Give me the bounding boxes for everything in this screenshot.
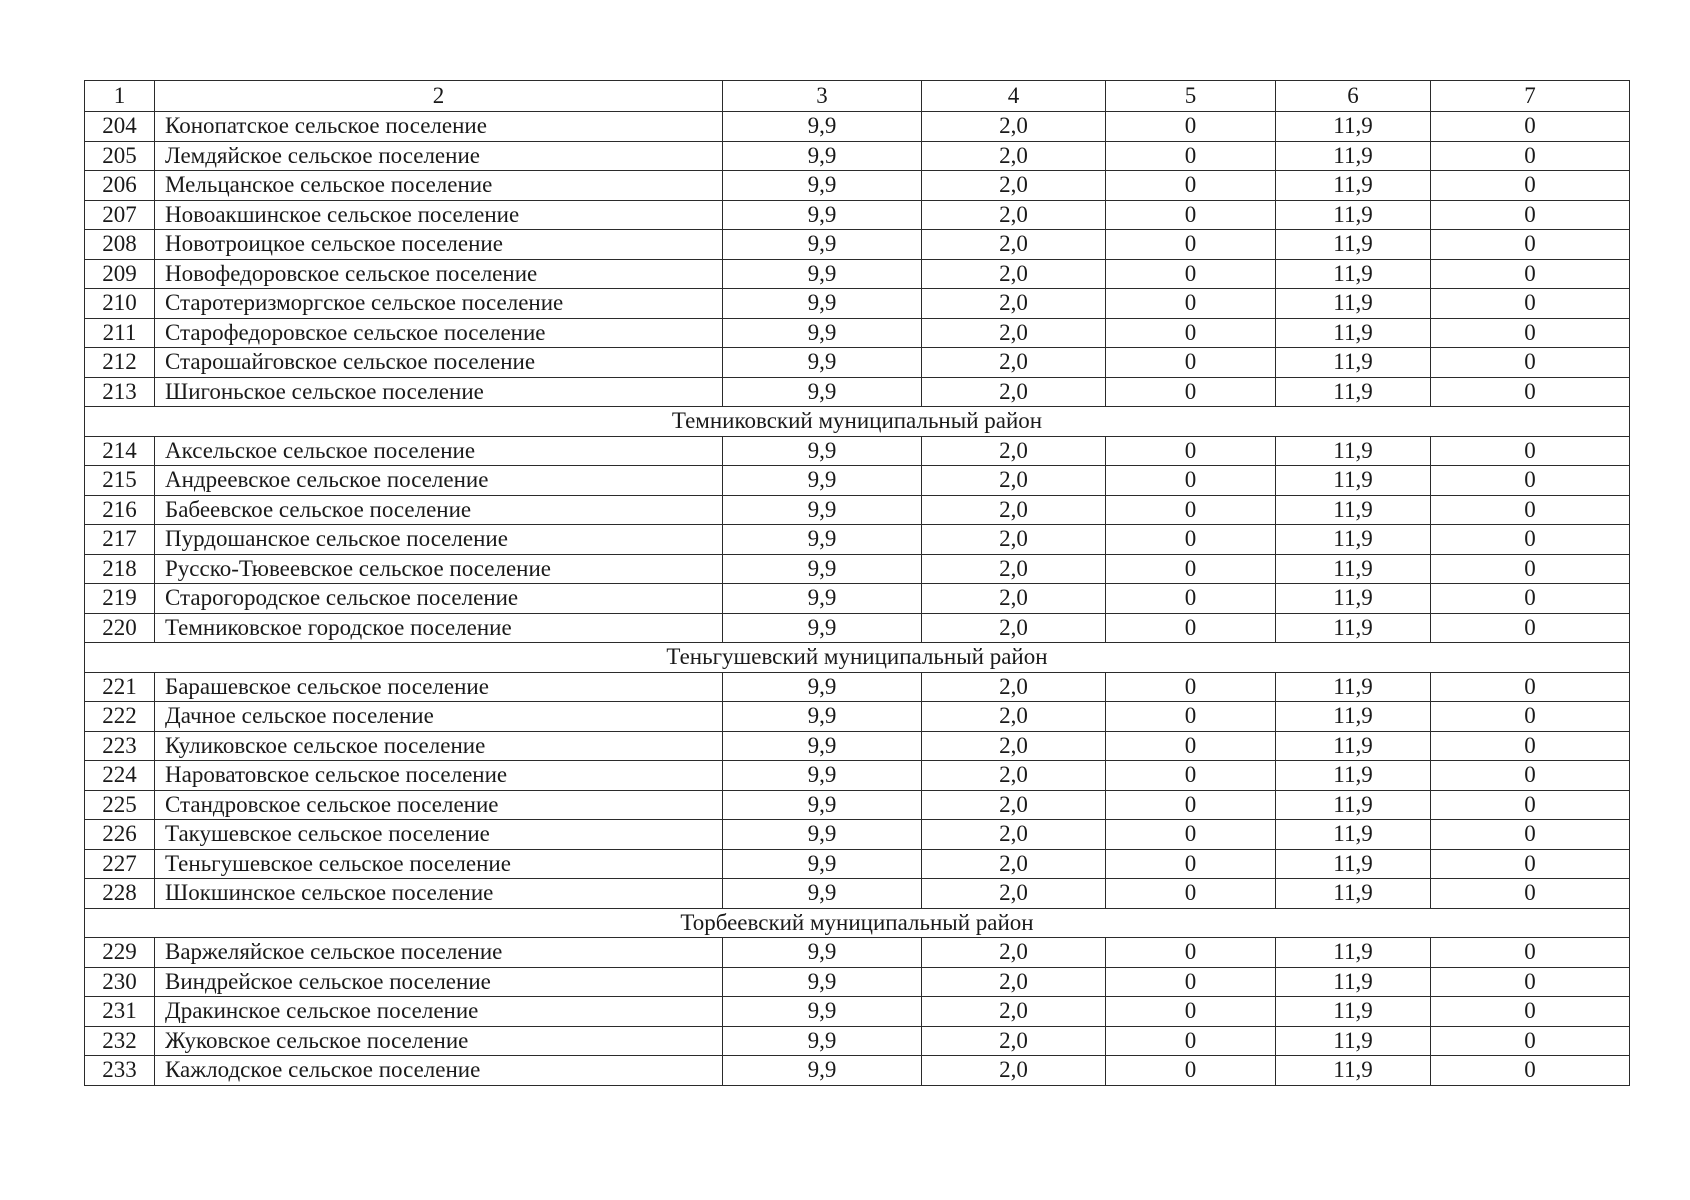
header-row: [85, 81, 1630, 112]
value-col-7: 0: [1431, 495, 1630, 525]
value-col-3: 9,9: [723, 761, 922, 791]
value-col-3: 9,9: [723, 1026, 922, 1056]
value-col-5: 0: [1106, 230, 1276, 260]
value-col-6: 11,9: [1276, 495, 1431, 525]
value-col-7: 0: [1431, 879, 1630, 909]
value-col-7: 0: [1431, 997, 1630, 1027]
value-col-4: 2,0: [922, 1056, 1106, 1086]
value-col-6: 11,9: [1276, 230, 1431, 260]
value-col-4: 2,0: [922, 289, 1106, 319]
value-col-4: 2,0: [922, 230, 1106, 260]
settlement-name: Бабеевское сельское поселение: [155, 495, 723, 525]
row-number: 211: [85, 318, 155, 348]
table-row: [85, 702, 1630, 732]
table-row: [85, 525, 1630, 555]
section-header-row: [85, 908, 1630, 938]
value-col-4: 2,0: [922, 761, 1106, 791]
value-col-5: 0: [1106, 967, 1276, 997]
value-col-3: 9,9: [723, 731, 922, 761]
table-row: [85, 495, 1630, 525]
table-row: [85, 761, 1630, 791]
value-col-3: 9,9: [723, 613, 922, 643]
table-row: [85, 613, 1630, 643]
value-col-6: 11,9: [1276, 1056, 1431, 1086]
value-col-6: 11,9: [1276, 731, 1431, 761]
value-col-6: 11,9: [1276, 938, 1431, 968]
value-col-5: 0: [1106, 731, 1276, 761]
value-col-7: 0: [1431, 289, 1630, 319]
value-col-6: 11,9: [1276, 112, 1431, 142]
value-col-3: 9,9: [723, 1056, 922, 1086]
value-col-4: 2,0: [922, 997, 1106, 1027]
value-col-5: 0: [1106, 672, 1276, 702]
table-row: [85, 938, 1630, 968]
settlement-name: Барашевское сельское поселение: [155, 672, 723, 702]
value-col-3: 9,9: [723, 230, 922, 260]
value-col-7: 0: [1431, 466, 1630, 496]
row-number: 216: [85, 495, 155, 525]
value-col-7: 0: [1431, 230, 1630, 260]
table-row: [85, 731, 1630, 761]
value-col-3: 9,9: [723, 997, 922, 1027]
table-row: [85, 141, 1630, 171]
value-col-3: 9,9: [723, 348, 922, 378]
value-col-7: 0: [1431, 259, 1630, 289]
table-row: [85, 790, 1630, 820]
value-col-4: 2,0: [922, 938, 1106, 968]
value-col-6: 11,9: [1276, 879, 1431, 909]
settlement-name: Старофедоровское сельское поселение: [155, 318, 723, 348]
settlement-name: Варжеляйское сельское поселение: [155, 938, 723, 968]
settlement-name: Нароватовское сельское поселение: [155, 761, 723, 791]
row-number: 209: [85, 259, 155, 289]
value-col-6: 11,9: [1276, 820, 1431, 850]
value-col-3: 9,9: [723, 525, 922, 555]
table-row: [85, 289, 1630, 319]
district-title: Темниковский муниципальный район: [85, 407, 1630, 437]
settlement-name: Новотроицкое сельское поселение: [155, 230, 723, 260]
value-col-5: 0: [1106, 495, 1276, 525]
settlement-name: Старогородское сельское поселение: [155, 584, 723, 614]
header-cell-5: 5: [1106, 81, 1276, 112]
value-col-6: 11,9: [1276, 584, 1431, 614]
value-col-3: 9,9: [723, 554, 922, 584]
row-number: 228: [85, 879, 155, 909]
value-col-7: 0: [1431, 790, 1630, 820]
value-col-6: 11,9: [1276, 171, 1431, 201]
value-col-3: 9,9: [723, 672, 922, 702]
value-col-3: 9,9: [723, 377, 922, 407]
settlement-name: Дракинское сельское поселение: [155, 997, 723, 1027]
settlement-name: Конопатское сельское поселение: [155, 112, 723, 142]
row-number: 214: [85, 436, 155, 466]
row-number: 206: [85, 171, 155, 201]
value-col-3: 9,9: [723, 849, 922, 879]
value-col-3: 9,9: [723, 967, 922, 997]
value-col-7: 0: [1431, 702, 1630, 732]
value-col-5: 0: [1106, 702, 1276, 732]
value-col-6: 11,9: [1276, 466, 1431, 496]
value-col-6: 11,9: [1276, 997, 1431, 1027]
value-col-3: 9,9: [723, 702, 922, 732]
table-row: [85, 997, 1630, 1027]
row-number: 221: [85, 672, 155, 702]
value-col-4: 2,0: [922, 466, 1106, 496]
value-col-6: 11,9: [1276, 318, 1431, 348]
row-number: 227: [85, 849, 155, 879]
value-col-7: 0: [1431, 584, 1630, 614]
value-col-6: 11,9: [1276, 348, 1431, 378]
settlement-name: Старошайговское сельское поселение: [155, 348, 723, 378]
value-col-4: 2,0: [922, 731, 1106, 761]
value-col-6: 11,9: [1276, 967, 1431, 997]
value-col-3: 9,9: [723, 141, 922, 171]
value-col-7: 0: [1431, 1056, 1630, 1086]
value-col-4: 2,0: [922, 554, 1106, 584]
value-col-7: 0: [1431, 672, 1630, 702]
header-cell-3: 3: [723, 81, 922, 112]
value-col-7: 0: [1431, 141, 1630, 171]
value-col-3: 9,9: [723, 820, 922, 850]
value-col-4: 2,0: [922, 584, 1106, 614]
header-cell-4: 4: [922, 81, 1106, 112]
row-number: 205: [85, 141, 155, 171]
value-col-5: 0: [1106, 318, 1276, 348]
value-col-5: 0: [1106, 584, 1276, 614]
table-row: [85, 1026, 1630, 1056]
value-col-7: 0: [1431, 554, 1630, 584]
row-number: 207: [85, 200, 155, 230]
table-row: [85, 348, 1630, 378]
value-col-5: 0: [1106, 613, 1276, 643]
row-number: 222: [85, 702, 155, 732]
value-col-3: 9,9: [723, 938, 922, 968]
value-col-4: 2,0: [922, 1026, 1106, 1056]
settlement-name: Шигоньское сельское поселение: [155, 377, 723, 407]
table-row: [85, 112, 1630, 142]
value-col-4: 2,0: [922, 377, 1106, 407]
value-col-4: 2,0: [922, 348, 1106, 378]
row-number: 213: [85, 377, 155, 407]
row-number: 223: [85, 731, 155, 761]
value-col-7: 0: [1431, 849, 1630, 879]
value-col-6: 11,9: [1276, 289, 1431, 319]
value-col-4: 2,0: [922, 879, 1106, 909]
table-row: [85, 318, 1630, 348]
row-number: 220: [85, 613, 155, 643]
table-row: [85, 554, 1630, 584]
settlement-name: Виндрейское сельское поселение: [155, 967, 723, 997]
row-number: 225: [85, 790, 155, 820]
value-col-5: 0: [1106, 761, 1276, 791]
value-col-3: 9,9: [723, 790, 922, 820]
value-col-6: 11,9: [1276, 141, 1431, 171]
header-cell-6: 6: [1276, 81, 1431, 112]
value-col-4: 2,0: [922, 171, 1106, 201]
value-col-7: 0: [1431, 377, 1630, 407]
value-col-4: 2,0: [922, 200, 1106, 230]
table-body: [85, 81, 1630, 1086]
value-col-4: 2,0: [922, 613, 1106, 643]
settlement-name: Шокшинское сельское поселение: [155, 879, 723, 909]
value-col-6: 11,9: [1276, 613, 1431, 643]
table-row: [85, 200, 1630, 230]
value-col-4: 2,0: [922, 112, 1106, 142]
table-row: [85, 171, 1630, 201]
table-row: [85, 466, 1630, 496]
value-col-3: 9,9: [723, 259, 922, 289]
value-col-5: 0: [1106, 259, 1276, 289]
value-col-5: 0: [1106, 436, 1276, 466]
settlement-name: Темниковское городское поселение: [155, 613, 723, 643]
value-col-4: 2,0: [922, 967, 1106, 997]
table-row: [85, 820, 1630, 850]
value-col-7: 0: [1431, 112, 1630, 142]
value-col-5: 0: [1106, 820, 1276, 850]
value-col-5: 0: [1106, 938, 1276, 968]
value-col-7: 0: [1431, 348, 1630, 378]
value-col-4: 2,0: [922, 672, 1106, 702]
value-col-5: 0: [1106, 1026, 1276, 1056]
settlement-name: Дачное сельское поселение: [155, 702, 723, 732]
row-number: 212: [85, 348, 155, 378]
settlement-name: Новофедоровское сельское поселение: [155, 259, 723, 289]
value-col-6: 11,9: [1276, 259, 1431, 289]
value-col-5: 0: [1106, 849, 1276, 879]
header-cell-1: 1: [85, 81, 155, 112]
header-cell-2: 2: [155, 81, 723, 112]
value-col-5: 0: [1106, 1056, 1276, 1086]
value-col-4: 2,0: [922, 790, 1106, 820]
row-number: 233: [85, 1056, 155, 1086]
table-row: [85, 436, 1630, 466]
value-col-3: 9,9: [723, 289, 922, 319]
row-number: 217: [85, 525, 155, 555]
settlement-name: Лемдяйское сельское поселение: [155, 141, 723, 171]
value-col-4: 2,0: [922, 820, 1106, 850]
value-col-5: 0: [1106, 348, 1276, 378]
value-col-4: 2,0: [922, 495, 1106, 525]
value-col-5: 0: [1106, 289, 1276, 319]
value-col-7: 0: [1431, 525, 1630, 555]
table-row: [85, 1056, 1630, 1086]
row-number: 204: [85, 112, 155, 142]
settlement-name: Андреевское сельское поселение: [155, 466, 723, 496]
row-number: 215: [85, 466, 155, 496]
row-number: 226: [85, 820, 155, 850]
value-col-6: 11,9: [1276, 761, 1431, 791]
value-col-4: 2,0: [922, 436, 1106, 466]
settlement-name: Новоакшинское сельское поселение: [155, 200, 723, 230]
row-number: 224: [85, 761, 155, 791]
table-row: [85, 967, 1630, 997]
settlement-name: Мельцанское сельское поселение: [155, 171, 723, 201]
row-number: 232: [85, 1026, 155, 1056]
settlement-name: Такушевское сельское поселение: [155, 820, 723, 850]
settlement-name: Теньгушевское сельское поселение: [155, 849, 723, 879]
value-col-4: 2,0: [922, 849, 1106, 879]
table-row: [85, 259, 1630, 289]
value-col-6: 11,9: [1276, 525, 1431, 555]
value-col-6: 11,9: [1276, 436, 1431, 466]
value-col-7: 0: [1431, 613, 1630, 643]
value-col-4: 2,0: [922, 259, 1106, 289]
row-number: 231: [85, 997, 155, 1027]
value-col-5: 0: [1106, 554, 1276, 584]
value-col-5: 0: [1106, 879, 1276, 909]
value-col-6: 11,9: [1276, 554, 1431, 584]
value-col-3: 9,9: [723, 318, 922, 348]
value-col-3: 9,9: [723, 112, 922, 142]
value-col-7: 0: [1431, 731, 1630, 761]
row-number: 210: [85, 289, 155, 319]
value-col-3: 9,9: [723, 584, 922, 614]
value-col-3: 9,9: [723, 879, 922, 909]
section-header-row: [85, 643, 1630, 673]
data-table: [84, 80, 1630, 1086]
value-col-3: 9,9: [723, 200, 922, 230]
value-col-7: 0: [1431, 171, 1630, 201]
settlement-name: Куликовское сельское поселение: [155, 731, 723, 761]
settlement-name: Русско-Тювеевское сельское поселение: [155, 554, 723, 584]
value-col-7: 0: [1431, 200, 1630, 230]
table-row: [85, 879, 1630, 909]
value-col-7: 0: [1431, 761, 1630, 791]
settlement-name: Аксельское сельское поселение: [155, 436, 723, 466]
value-col-6: 11,9: [1276, 200, 1431, 230]
value-col-3: 9,9: [723, 436, 922, 466]
value-col-6: 11,9: [1276, 377, 1431, 407]
value-col-4: 2,0: [922, 525, 1106, 555]
row-number: 229: [85, 938, 155, 968]
district-title: Торбеевский муниципальный район: [85, 908, 1630, 938]
value-col-5: 0: [1106, 200, 1276, 230]
value-col-5: 0: [1106, 997, 1276, 1027]
settlement-name: Старотеризморгское сельское поселение: [155, 289, 723, 319]
value-col-7: 0: [1431, 1026, 1630, 1056]
row-number: 208: [85, 230, 155, 260]
value-col-6: 11,9: [1276, 849, 1431, 879]
value-col-4: 2,0: [922, 141, 1106, 171]
value-col-7: 0: [1431, 436, 1630, 466]
value-col-7: 0: [1431, 820, 1630, 850]
table-row: [85, 672, 1630, 702]
settlement-name: Пурдошанское сельское поселение: [155, 525, 723, 555]
value-col-5: 0: [1106, 171, 1276, 201]
section-header-row: [85, 407, 1630, 437]
table-row: [85, 230, 1630, 260]
row-number: 230: [85, 967, 155, 997]
value-col-5: 0: [1106, 112, 1276, 142]
value-col-6: 11,9: [1276, 672, 1431, 702]
value-col-7: 0: [1431, 938, 1630, 968]
value-col-7: 0: [1431, 318, 1630, 348]
value-col-5: 0: [1106, 466, 1276, 496]
value-col-5: 0: [1106, 525, 1276, 555]
header-cell-7: 7: [1431, 81, 1630, 112]
value-col-7: 0: [1431, 967, 1630, 997]
value-col-6: 11,9: [1276, 702, 1431, 732]
value-col-5: 0: [1106, 790, 1276, 820]
settlement-name: Жуковское сельское поселение: [155, 1026, 723, 1056]
table-row: [85, 584, 1630, 614]
value-col-6: 11,9: [1276, 790, 1431, 820]
district-title: Теньгушевский муниципальный район: [85, 643, 1630, 673]
value-col-5: 0: [1106, 377, 1276, 407]
value-col-3: 9,9: [723, 171, 922, 201]
value-col-6: 11,9: [1276, 1026, 1431, 1056]
value-col-3: 9,9: [723, 466, 922, 496]
settlement-name: Стандровское сельское поселение: [155, 790, 723, 820]
value-col-5: 0: [1106, 141, 1276, 171]
table-row: [85, 849, 1630, 879]
value-col-4: 2,0: [922, 702, 1106, 732]
value-col-4: 2,0: [922, 318, 1106, 348]
value-col-3: 9,9: [723, 495, 922, 525]
table-row: [85, 377, 1630, 407]
settlement-name: Кажлодское сельское поселение: [155, 1056, 723, 1086]
row-number: 218: [85, 554, 155, 584]
row-number: 219: [85, 584, 155, 614]
